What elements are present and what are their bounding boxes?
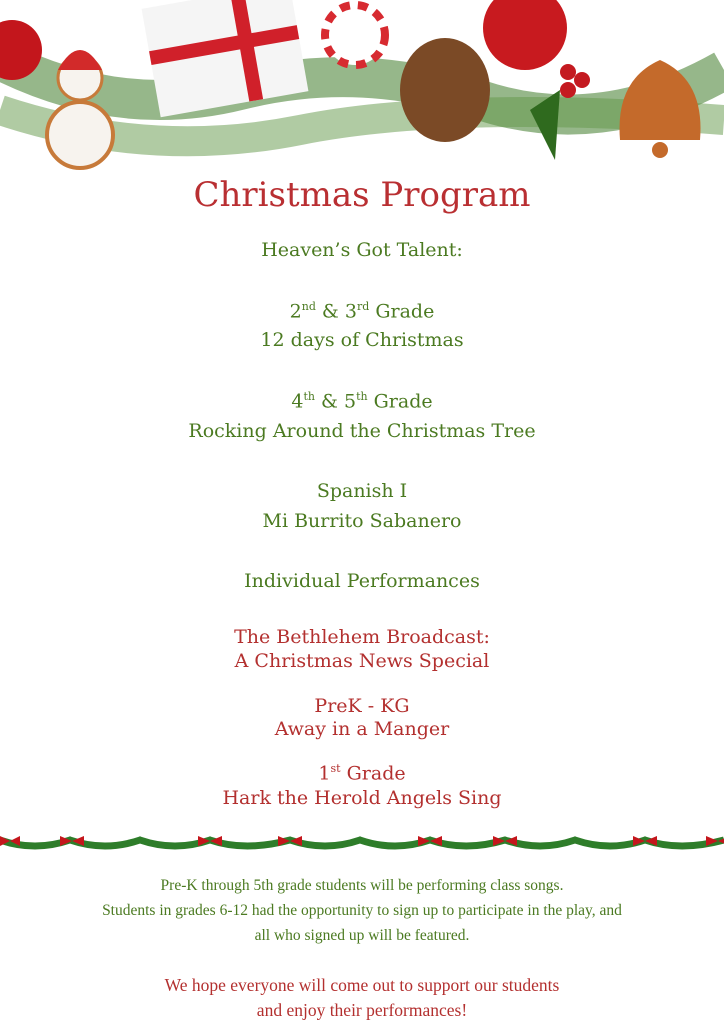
act-grade: 4th & 5th Grade [291, 390, 433, 413]
act-song: 12 days of Christmas [260, 329, 464, 351]
act-grade: 2nd & 3rd Grade [289, 300, 435, 323]
ornament-ball-icon [483, 0, 567, 70]
note-line: Students in grades 6-12 had the opportunity to sign up to participate in the play, and [102, 902, 622, 919]
christmas-decoration-banner [0, 0, 724, 175]
act-song: Away in a Manger [274, 718, 450, 740]
act-grade: Spanish I [316, 480, 408, 502]
pinecone-icon [400, 38, 490, 142]
note-line: all who signed up will be featured. [254, 927, 470, 944]
section-heading: Heaven’s Got Talent: [261, 239, 463, 261]
act-grade: 1st Grade [318, 762, 406, 785]
act-song: Mi Burrito Sabanero [262, 510, 462, 532]
garland-divider [0, 828, 724, 860]
page-title: Christmas Program [193, 175, 531, 215]
note-line: Pre-K through 5th grade students will be performing class songs. [160, 877, 564, 894]
act-song: Hark the Herold Angels Sing [222, 787, 502, 809]
play-title: The Bethlehem Broadcast: [234, 626, 490, 648]
act-song: Rocking Around the Christmas Tree [188, 420, 536, 442]
individual-performances: Individual Performances [244, 570, 480, 592]
closing-line: and enjoy their performances! [256, 1000, 468, 1020]
act-grade: PreK - KG [314, 695, 410, 717]
peppermint-candy-icon [325, 5, 385, 65]
play-subtitle: A Christmas News Special [234, 650, 490, 672]
closing-line: We hope everyone will come out to support our students [164, 975, 560, 995]
